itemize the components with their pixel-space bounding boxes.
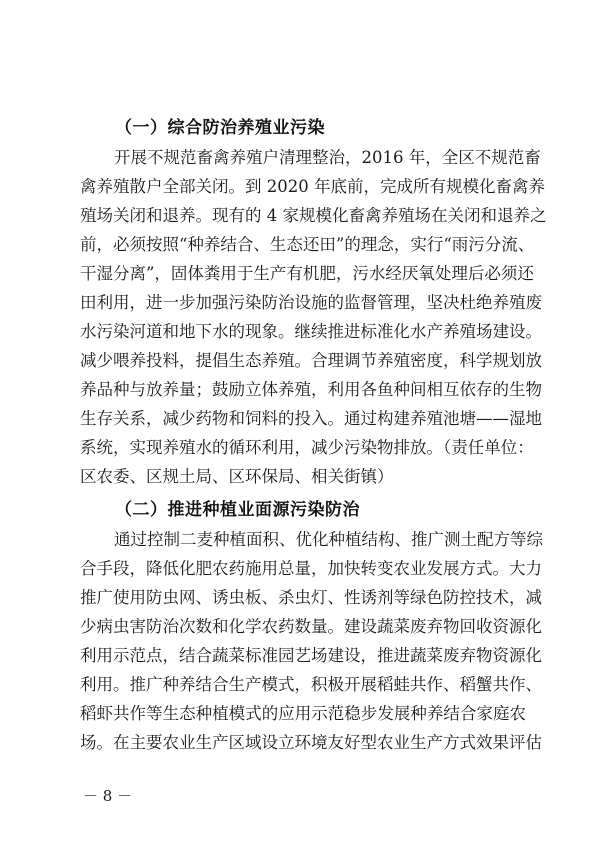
paragraph-line: 推广使用防虫网、诱虫板、杀虫灯、性诱剂等绿色防控技术，减 xyxy=(80,588,542,607)
paragraph-line: 干湿分离”，固体粪用于生产有机肥，污水经厌氧处理后必须还 xyxy=(80,264,534,283)
paragraph-line: 田利用，进一步加强污染防治设施的监督管理，坚决杜绝养殖废 xyxy=(80,293,542,312)
paragraph-line: 生存关系，减少药物和饲料的投入。通过构建养殖池塘——湿地 xyxy=(80,409,542,428)
paragraph-line: 前，必须按照“种养结合、生态还田”的理念，实行“雨污分流、 xyxy=(80,235,535,254)
paragraph-line: 稻虾共作等生态种植模式的应用示范稳步发展种养结合家庭农 xyxy=(80,704,526,723)
paragraph-line: 合手段，降低化肥农药施用总量，加快转变农业发展方式。大力 xyxy=(80,559,542,578)
paragraph-line: 开展不规范畜禽养殖户清理整治，2016 年，全区不规范畜 xyxy=(114,148,541,167)
paragraph-line: 系统，实现养殖水的循环利用，减少污染物排放。（责任单位： xyxy=(80,438,534,457)
section-heading-2: （二）推进种植业面源污染防治 xyxy=(115,500,360,520)
paragraph-line: 减少喂养投料，提倡生态养殖。合理调节养殖密度，科学规划放 xyxy=(80,351,542,370)
paragraph-line: 水污染河道和地下水的现象。继续推进标准化水产养殖场建设。 xyxy=(80,322,542,341)
paragraph-line: 少病虫害防治次数和化学农药数量。建设蔬菜废弃物回收资源化 xyxy=(80,617,542,636)
paragraph-line: 养品种与放养量；鼓励立体养殖，利用各鱼种间相互依存的生物 xyxy=(80,380,542,399)
paragraph-line: 殖场关闭和退养。现有的 4 家规模化畜禽养殖场在关闭和退养之 xyxy=(80,206,547,225)
paragraph-line: 利用示范点，结合蔬菜标准园艺场建设，推进蔬菜废弃物资源化 xyxy=(80,646,542,665)
paragraph-line: 区农委、区规土局、区环保局、相关街镇） xyxy=(80,467,394,486)
paragraph-line: 禽养殖散户全部关闭。到 2020 年底前，完成所有规模化畜禽养 xyxy=(80,177,545,196)
paragraph-line: 场。在主要农业生产区域设立环境友好型农业生产方式效果评估 xyxy=(80,733,542,752)
section-heading-1: （一）综合防治养殖业污染 xyxy=(115,118,325,138)
page-number: － 8 － xyxy=(83,787,133,805)
paragraph-line: 利用。推广种养结合生产模式，积极开展稻蛙共作、稻蟹共作、 xyxy=(80,675,542,694)
paragraph-line: 通过控制二麦种植面积、优化种植结构、推广测土配方等综 xyxy=(114,530,543,549)
